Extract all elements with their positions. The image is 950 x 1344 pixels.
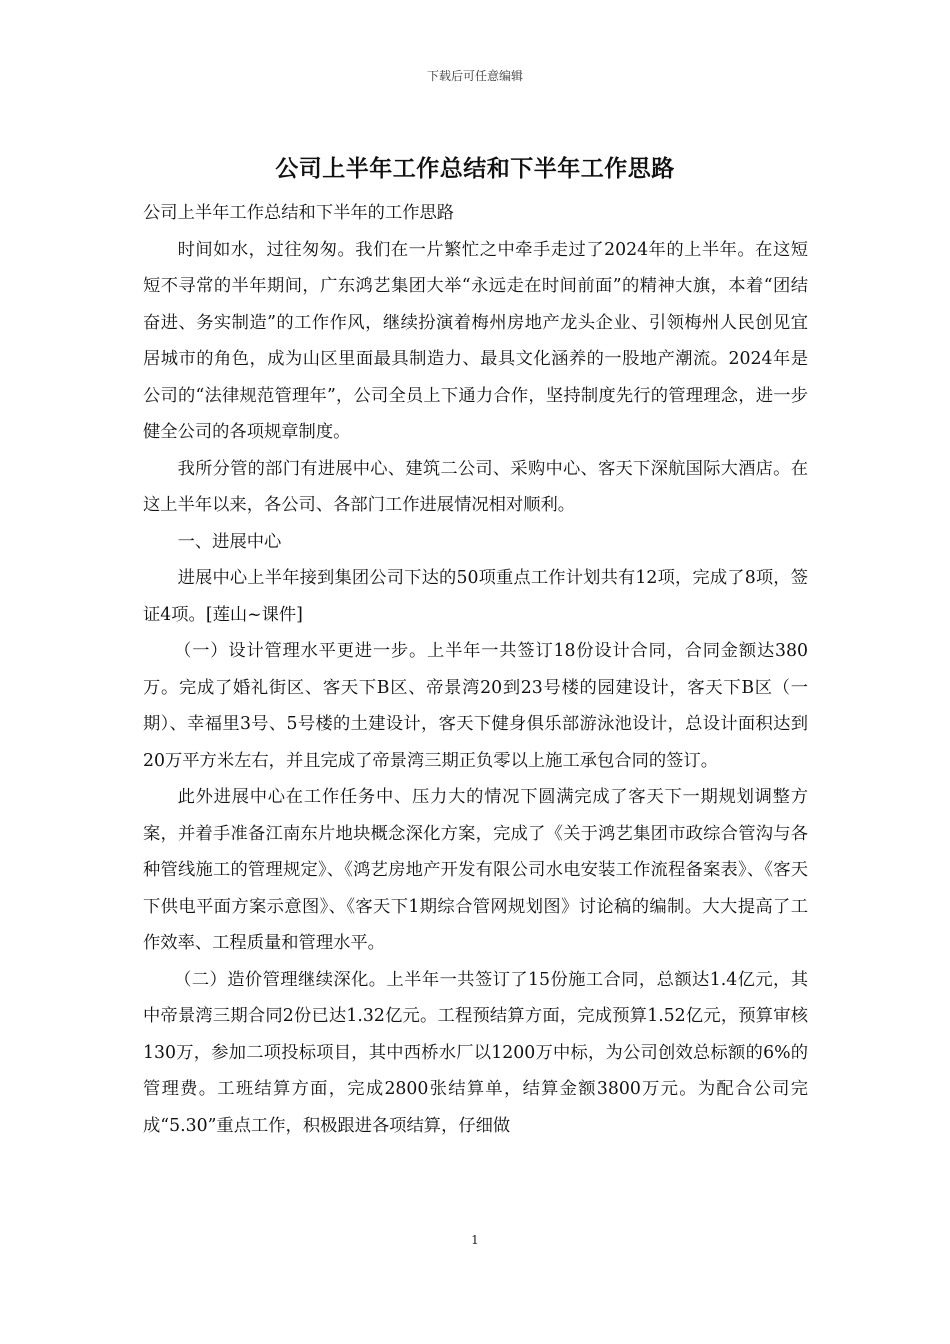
document-title: 公司上半年工作总结和下半年工作思路 [275,156,675,182]
document-body [143,195,808,1144]
page-number: 1 [471,1233,479,1247]
body-paragraph: 进展中心上半年接到集团公司下达的50项重点工作计划共有12项，完成了8项，签证4项。[莲山~课件] [143,568,808,625]
body-paragraph: （二）造价管理继续深化。上半年一共签订了15份施工合同，总额达1.4亿元，其中帝景湾三期合同2份已达1.32亿元。工程预结算方面，完成预算1.52亿元，预算审核130万，参加二项投标项目，其中西桥水厂以1200万中标，为公司创效总标额的6%的管理费。工班结算方面，完成2800张结算单，结算金额3800万元。为配合公司完成“5.30”重点工作，积极跟进各项结算，仔细做 [143,969,808,1136]
body-paragraph: 此外进展中心在工作任务中、压力大的情况下圆满完成了客天下一期规划调整方案，并着手准备江南东片地块概念深化方案，完成了《关于鸿艺集团市政综合管沟与各种管线施工的管理规定》、《鸿艺房地产开发有限公司水电安装工作流程备案表》、《客天下供电平面方案示意图》、《客天下1期综合管网规划图》讨论稿的编制。大大提高了工作效率、工程质量和管理水平。 [143,787,808,953]
body-paragraph: 时间如水，过往匆匆。我们在一片繁忙之中牵手走过了2024年的上半年。在这短短不寻常的半年期间，广东鸿艺集团大举“永远走在时间前面”的精神大旗，本着“团结奋进、务实制造”的工作作风，继续扮演着梅州房地产龙头企业、引领梅州人民创见宜居城市的角色，成为山区里面最具制造力、最具文化涵养的一股地产潮流。2024年是公司的“法律规范管理年”，公司全员上下通力合作，坚持制度先行的管理理念，进一步健全公司的各项规章制度。 [143,239,808,442]
body-paragraph: （一）设计管理水平更进一步。上半年一共签订18份设计合同，合同金额达380万。完成了婚礼街区、客天下B区、帝景湾20到23号楼的园建设计，客天下B区（一期）、幸福里3号、5号楼的土建设计，客天下健身俱乐部游泳池设计，总设计面积达到20万平方米左右，并且完成了帝景湾三期正负零以上施工承包合同的签订。 [143,641,808,771]
subtitle-paragraph: 公司上半年工作总结和下半年的工作思路 [143,203,455,223]
page-header-note: 下载后可任意编辑 [426,69,523,83]
body-paragraph: 我所分管的部门有进展中心、建筑二公司、采购中心、客天下深航国际大酒店。在这上半年以来，各公司、各部门工作进展情况相对顺利。 [143,458,808,515]
section-heading: 一、进展中心 [177,531,282,552]
